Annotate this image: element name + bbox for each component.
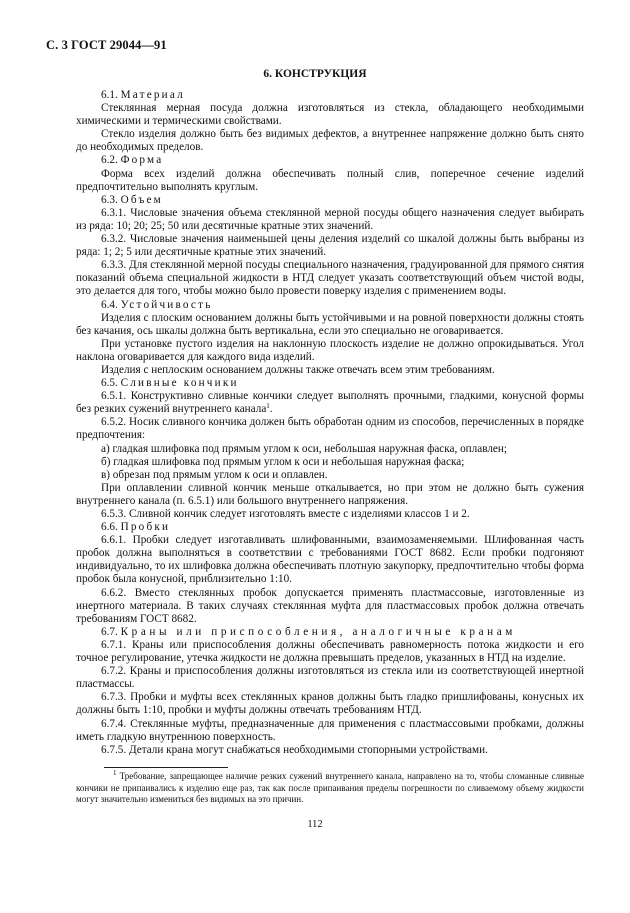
paragraph: При оплавлении сливной кончик меньше откалывается, но при этом не должно быть сужения внутреннего канала (п. 6.5.1) или большого внутреннего напряжения. (76, 481, 584, 507)
paragraph: 6.6.1. Пробки следует изготавливать шлифованными, взаимозаменяемыми. Шлифованная часть пробок должна выполняться в соответствии с требованиями ГОСТ 8682. Если пробки подгоняют индивидуально, то их шлифовка должна обеспечивать плотную закупорку, предпочтительно чтобы форма пробок была конусной, приблизительно 1:10. (76, 534, 584, 586)
paragraph: 6.5.1. Конструктивно сливные кончики следует выполнять прочными, гладкими, конусной формы без резких сужений внутреннего канала$^1$. (76, 390, 584, 416)
paragraph: 6.7.4. Стеклянные муфты, предназначенные для применения с пластмассовыми пробками, должны иметь гладкую внутреннюю поверхность. (76, 717, 584, 743)
paragraph: 6.3.3. Для стеклянной мерной посуды специального назначения, градуированной для прямого снятия показаний объема специальной жидкости в НТД следует указать соответствующий объем чистой воды, это делается для того, чтобы можно было провести поверку изделия с применением воды. (76, 259, 584, 298)
paragraph: Стеклянная мерная посуда должна изготовляться из стекла, обладающего необходимыми химическими и термическими свойствами. (76, 102, 584, 128)
list-item: в) обрезан под прямым углом к оси и оплавлен. (101, 468, 328, 481)
page-header: С. 3 ГОСТ 29044—91 (46, 38, 167, 52)
paragraph: 6.7.2. Краны и приспособления должны изготовляться из стекла или из соответствующей инертной пластмассы. (76, 665, 584, 691)
clause-heading-6-4: 6.4. Устойчивость (101, 298, 213, 311)
clause-heading-6-5: 6.5. Сливные кончики (101, 377, 239, 390)
footnote-mark: 1 (113, 769, 117, 777)
list-item: б) гладкая шлифовка под прямым углом к оси и небольшая наружная фаска; (101, 455, 465, 468)
paragraph: 6.3.1. Числовые значения объема стеклянной мерной посуды общего назначения следует выбирать из ряда: 10; 20; 25; 50 или десятичные кратные этих значений. (76, 206, 584, 232)
clause-heading-6-1: 6.1. Материал (101, 89, 185, 101)
clause-heading-6-3: 6.3. Объем (101, 193, 163, 206)
list-item: а) гладкая шлифовка под прямым углом к оси, небольшая наружная фаска, оплавлен; (101, 442, 507, 455)
paragraph: 6.7.1. Краны или приспособления должны обеспечивать равномерность потока жидкости и его точное регулирование, утечка жидкости не должна превышать пределов, указанных в НТД на изделие. (76, 638, 584, 665)
paragraph: 6.6.2. Вместо стеклянных пробок допускается применять пластмассовые, изготовленные из инертного материала. В таких случаях стеклянная муфта для пластмассовых пробок должна отвечать требованиям ГОСТ 8682. (76, 586, 584, 625)
page-number: 112 (307, 819, 323, 830)
paragraph: 6.5.3. Сливной кончик следует изготовлять вместе с изделиями классов 1 и 2. (101, 508, 470, 520)
paragraph: Форма всех изделий должна обеспечивать полный слив, поперечное сечение изделий предпочтительно выполнять круглым. (76, 167, 584, 193)
footnote-divider (104, 767, 228, 768)
paragraph: Изделия с неплоским основанием должны также отвечать всем этим требованиям. (101, 363, 495, 376)
paragraph: 6.7.3. Пробки и муфты всех стеклянных кранов должны быть гладко пришлифованы, конусных их должны быть 1:10, пробки и муфты должны отвечать требованиям НТД. (76, 691, 584, 717)
paragraph: Изделия с плоским основанием должны быть устойчивыми и на ровной поверхности должны стоять без качания, ось шкалы должна быть вертикальна, если это специально не оговаривается. (76, 311, 584, 337)
paragraph: При установке пустого изделия на наклонную плоскость изделие не должно опрокидываться. Угол наклона оговаривается для каждого вида изделий. (76, 337, 584, 363)
paragraph: 6.3.2. Числовые значения наименьшей цены деления изделий со шкалой должны быть выбраны из ряда: 1; 2; 5 или десятичные кратные этих значений. (76, 233, 584, 259)
clause-heading-6-2: 6.2. Форма (101, 154, 164, 167)
footnote-ref: 1 (266, 402, 270, 411)
paragraph: Стекло изделия должно быть без видимых дефектов, а внутреннее напряжение должно быть снято до необходимых пределов. (76, 128, 584, 154)
clause-heading-6-6: 6.6. Пробки (101, 521, 171, 534)
clause-heading-6-7: 6.7. Краны или приспособления, аналогичные кранам (101, 625, 516, 638)
section-title: 6. КОНСТРУКЦИЯ (263, 68, 367, 80)
footnote-text: Требование, запрещающее наличие резких сужений внутреннего канала, направлено на то, чтобы сломанные сливные кончики не припаивались к изделию еще раз, так как после припаивания пределы погрешности по сливаемому объему жидкости могут значительно измениться без видимых на это причин. (76, 771, 584, 805)
paragraph: 6.7.5. Детали крана могут снабжаться необходимыми стопорными устройствами. (101, 743, 488, 756)
paragraph: 6.5.2. Носик сливного кончика должен быть обработан одним из способов, перечисленных в порядке предпочтения: (76, 416, 584, 442)
footnote (76, 771, 584, 806)
document-body (76, 89, 584, 757)
